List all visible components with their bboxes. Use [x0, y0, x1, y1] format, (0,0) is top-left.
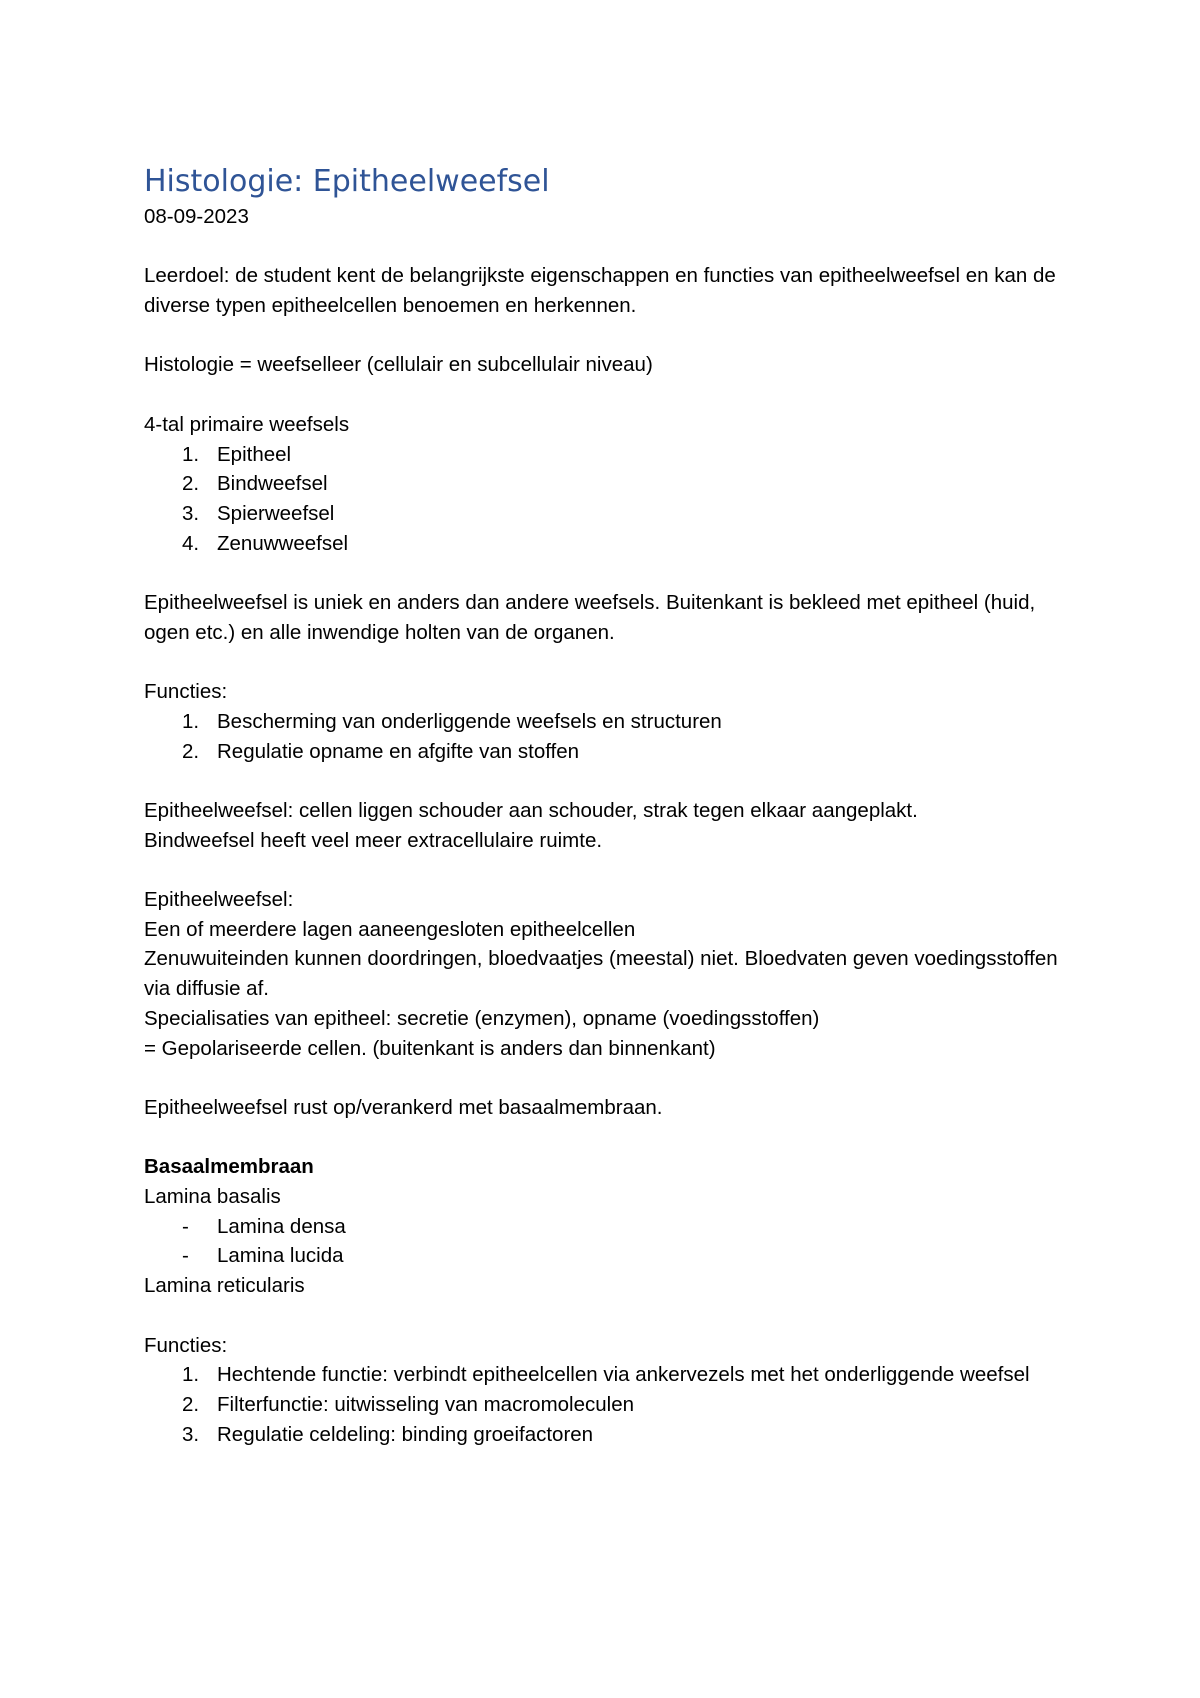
list-item-label: Regulatie opname en afgifte van stoffen: [217, 739, 580, 763]
list-number: 2.: [182, 472, 200, 496]
list-item-label: Hechtende functie: verbindt epitheelcellen via ankervezels met het onderliggende weefsel: [217, 1363, 1030, 1387]
list-item: [144, 440, 1084, 470]
list-item-label: Spierweefsel: [217, 501, 335, 525]
list-item-label: Zenuwweefsel: [217, 531, 349, 555]
functions-list: [144, 707, 1084, 766]
lamina-sublayers-list: [144, 1212, 1084, 1271]
list-item: [144, 1360, 1084, 1390]
list-number: 2.: [182, 739, 200, 763]
list-number: 1.: [182, 442, 200, 466]
primary-tissues-list: [144, 440, 1084, 559]
basement-functions-list: [144, 1360, 1084, 1449]
list-number: 1.: [182, 709, 200, 733]
epithelium-detail-line: = Gepolariseerde cellen. (buitenkant is anders dan binnenkant): [144, 1036, 716, 1060]
connective-space-line: Bindweefsel heeft veel meer extracellulaire ruimte.: [144, 828, 603, 852]
list-item-label: Regulatie celdeling: binding groeifactoren: [217, 1422, 594, 1446]
functions-heading: Functies:: [144, 1333, 228, 1357]
list-item-label: Bescherming van onderliggende weefsels en structuren: [217, 709, 722, 733]
blank-line: [144, 647, 1084, 677]
list-item-label: Lamina densa: [217, 1214, 346, 1238]
epithelium-unique-paragraph: Epitheelweefsel is uniek en anders dan andere weefsels. Buitenkant is bekleed met epitheel (huid, ogen etc.) en alle inwendige holten van de organen.: [144, 591, 1036, 644]
list-item: [144, 1241, 1084, 1271]
list-number: 1.: [182, 1363, 200, 1387]
document-page: [144, 162, 1084, 1449]
blank-line: [144, 1063, 1084, 1093]
list-item: [144, 737, 1084, 767]
blank-line: [144, 1123, 1084, 1153]
list-number: 2.: [182, 1392, 200, 1416]
list-item: [144, 1390, 1084, 1420]
learning-goal: Leerdoel: de student kent de belangrijkste eigenschappen en functies van epitheelweefsel en kan de diverse typen epitheelcellen benoemen en herkennen.: [144, 264, 1056, 318]
blank-line: [144, 321, 1084, 351]
document-date: 08-09-2023: [144, 205, 249, 228]
list-item: [144, 1420, 1084, 1450]
list-item: [144, 469, 1084, 499]
blank-line: [144, 766, 1084, 796]
basement-membrane-heading: Basaalmembraan: [144, 1155, 314, 1179]
list-item: [144, 499, 1084, 529]
epithelium-detail-line: Een of meerdere lagen aaneengesloten epitheelcellen: [144, 917, 636, 941]
list-item-label: Filterfunctie: uitwisseling van macromoleculen: [217, 1392, 635, 1416]
epithelium-detail-line: Zenuwuiteinden kunnen doordringen, bloedvaatjes (meestal) niet. Bloedvaten geven voedingsstoffen via diffusie af.: [144, 947, 1058, 1001]
lamina-basalis: Lamina basalis: [144, 1185, 281, 1209]
document-title: Histologie: Epitheelweefsel: [144, 164, 550, 199]
list-number: 3.: [182, 1422, 200, 1446]
blank-line: [144, 232, 1084, 262]
blank-line: [144, 558, 1084, 588]
functions-heading: Functies:: [144, 680, 228, 704]
dash-marker: -: [182, 1244, 189, 1268]
list-item-label: Epitheel: [217, 442, 292, 466]
histology-definition: Histologie = weefselleer (cellulair en subcellulair niveau): [144, 353, 653, 377]
primary-tissues-heading: 4-tal primaire weefsels: [144, 412, 350, 436]
blank-line: [144, 1301, 1084, 1331]
epithelium-detail-line: Specialisaties van epitheel: secretie (enzymen), opname (voedingsstoffen): [144, 1006, 820, 1030]
list-item-label: Bindweefsel: [217, 472, 328, 496]
blank-line: [144, 380, 1084, 410]
cells-tight-line: Epitheelweefsel: cellen liggen schouder aan schouder, strak tegen elkaar aangeplakt.: [144, 798, 918, 822]
list-item: [144, 529, 1084, 559]
basement-rest-line: Epitheelweefsel rust op/verankerd met basaalmembraan.: [144, 1095, 663, 1119]
list-number: 4.: [182, 531, 200, 555]
list-item-label: Lamina lucida: [217, 1244, 344, 1268]
dash-marker: -: [182, 1214, 189, 1238]
list-number: 3.: [182, 501, 200, 525]
list-item: [144, 707, 1084, 737]
list-item: [144, 1212, 1084, 1242]
epithelium-details-heading: Epitheelweefsel:: [144, 888, 294, 912]
lamina-reticularis: Lamina reticularis: [144, 1274, 305, 1298]
blank-line: [144, 855, 1084, 885]
